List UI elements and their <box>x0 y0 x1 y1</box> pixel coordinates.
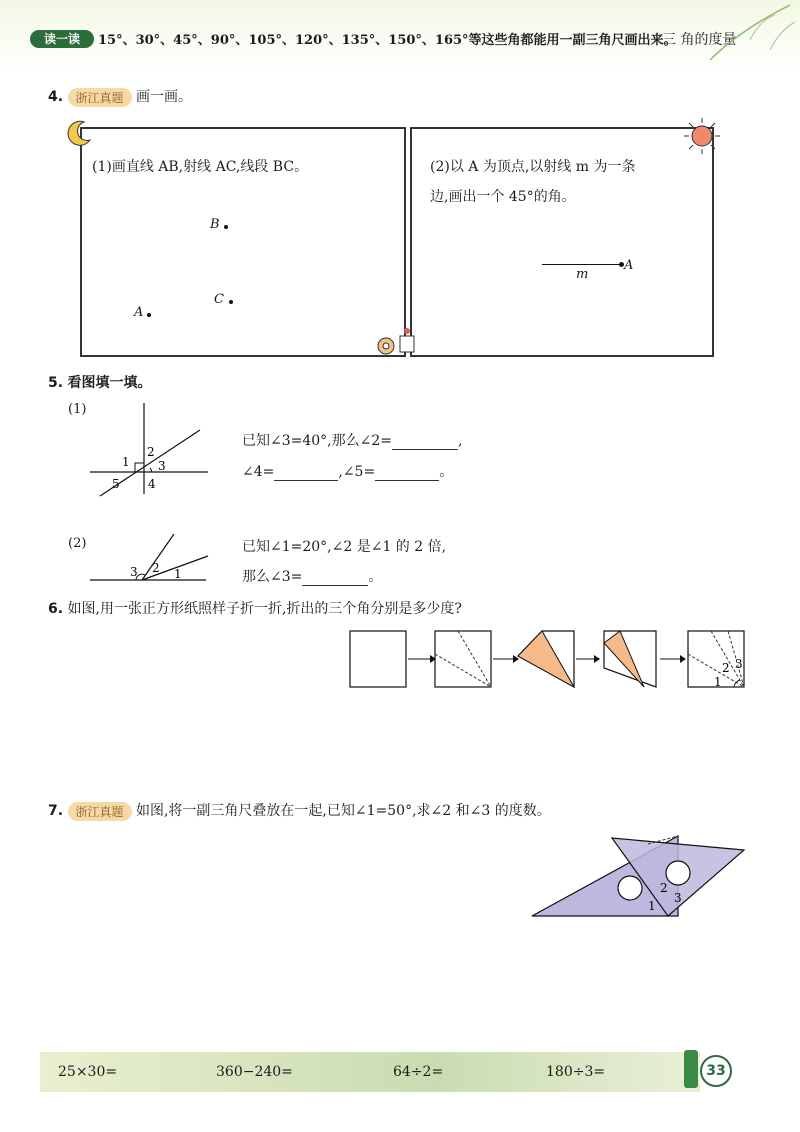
q7-triangles-figure <box>528 828 750 920</box>
fold-label-1: 1 <box>714 675 722 689</box>
fig1-label-5: 5 <box>112 477 120 491</box>
page-tab <box>684 1050 698 1088</box>
point-b-dot <box>224 225 228 229</box>
fig1-label-4: 4 <box>148 477 156 491</box>
fold-step-1 <box>350 631 406 687</box>
point-b-label: B <box>210 217 220 232</box>
read-badge: 读一读 <box>30 30 94 48</box>
chapter-title: 三 角的度量 <box>662 32 737 48</box>
q5-p2-line2 <box>242 566 382 586</box>
fig1-label-3: 3 <box>158 459 166 473</box>
q5-figure1 <box>88 398 213 498</box>
moon-icon <box>64 118 94 148</box>
q5-title: 看图填一填。 <box>67 375 152 391</box>
fig2-label-1: 1 <box>174 567 182 581</box>
fold-label-3: 3 <box>735 657 743 671</box>
q6-fold-sequence <box>348 628 752 694</box>
q5-p1-line1 <box>242 430 462 450</box>
q5-p2-line2-a: 那么∠3= <box>242 569 303 585</box>
q7-label-2: 2 <box>660 881 668 895</box>
q4-part1-text: (1)画直线 AB,射线 AC,线段 BC。 <box>92 159 309 175</box>
q5-p2-line2-b: 。 <box>368 569 383 585</box>
fold-step-3 <box>518 631 574 687</box>
q7-number: 7. <box>48 803 64 819</box>
q5-p2-line1: 已知∠1=20°,∠2 是∠1 的 2 倍, <box>242 539 447 555</box>
fold-step-2 <box>435 631 491 687</box>
q7-header <box>48 800 551 821</box>
fold-label-2: 2 <box>722 661 730 675</box>
q5-p1-line2-b: ,∠5= <box>338 464 376 480</box>
q5-figure2 <box>88 530 213 585</box>
fold-step-4 <box>604 631 656 687</box>
q4-part2-line1: (2)以 A 为顶点,以射线 m 为一条 <box>430 159 636 175</box>
q5-p1-line2 <box>242 461 453 481</box>
q7-title: 如图,将一副三角尺叠放在一起,已知∠1=50°,求∠2 和∠3 的度数。 <box>135 803 551 819</box>
sun-icon <box>682 116 722 156</box>
calc-2: 360−240= <box>216 1064 293 1080</box>
q6-title: 如图,用一张正方形纸照样子折一折,折出的三个角分别是多少度? <box>67 601 462 617</box>
fold-step-5 <box>688 631 744 689</box>
cake-icon <box>372 322 422 358</box>
q5-p1-line2-c: 。 <box>439 464 454 480</box>
q7-label-1: 1 <box>648 899 656 913</box>
hole-right <box>666 861 690 885</box>
answer-blank-angle5[interactable] <box>375 464 439 481</box>
leaf-decoration-icon <box>700 0 800 70</box>
q7-label-3: 3 <box>674 891 682 905</box>
q6-header <box>48 598 462 618</box>
read-text: 15°、30°、45°、90°、105°、120°、135°、150°、165°等这些角都能用一副三角尺画出来。 <box>98 33 677 48</box>
ray-m <box>542 264 622 265</box>
point-a-label: A <box>134 305 144 320</box>
q4-header <box>48 86 192 107</box>
q4-tag: 浙江真题 <box>68 88 132 107</box>
answer-blank-angle2[interactable] <box>392 433 458 450</box>
q4-title: 画一画。 <box>135 89 192 105</box>
fig1-label-2: 2 <box>147 445 155 459</box>
point-a-dot <box>147 313 151 317</box>
point-c-label: C <box>214 292 224 307</box>
q6-number: 6. <box>48 601 64 617</box>
fig1-label-1: 1 <box>122 455 130 469</box>
q5-header <box>48 372 152 392</box>
q4-number: 4. <box>48 89 64 105</box>
q5-number: 5. <box>48 375 64 391</box>
answer-blank-angle3[interactable] <box>302 569 368 586</box>
q7-tag: 浙江真题 <box>68 802 132 821</box>
hole-left <box>618 876 642 900</box>
calc-3: 64÷2= <box>393 1064 444 1080</box>
q5-p1-line2-a: ∠4= <box>242 464 275 480</box>
page-number: 33 <box>700 1055 732 1087</box>
q5-part2-label: (2) <box>68 536 87 551</box>
q4-part2-line2: 边,画出一个 45°的角。 <box>430 189 576 205</box>
calc-4: 180÷3= <box>546 1064 606 1080</box>
answer-blank-angle4[interactable] <box>274 464 338 481</box>
fig2-label-2: 2 <box>152 561 160 575</box>
q5-part1-label: (1) <box>68 402 87 417</box>
calc-1: 25×30= <box>58 1064 118 1080</box>
point-c-dot <box>229 300 233 304</box>
fig2-label-3: 3 <box>130 565 138 579</box>
ray-m-label: m <box>576 267 589 282</box>
ray-point-a-label: A <box>624 258 634 273</box>
q5-p1-line1-end: , <box>458 433 463 449</box>
q5-p1-line1-text: 已知∠3=40°,那么∠2= <box>242 433 393 449</box>
